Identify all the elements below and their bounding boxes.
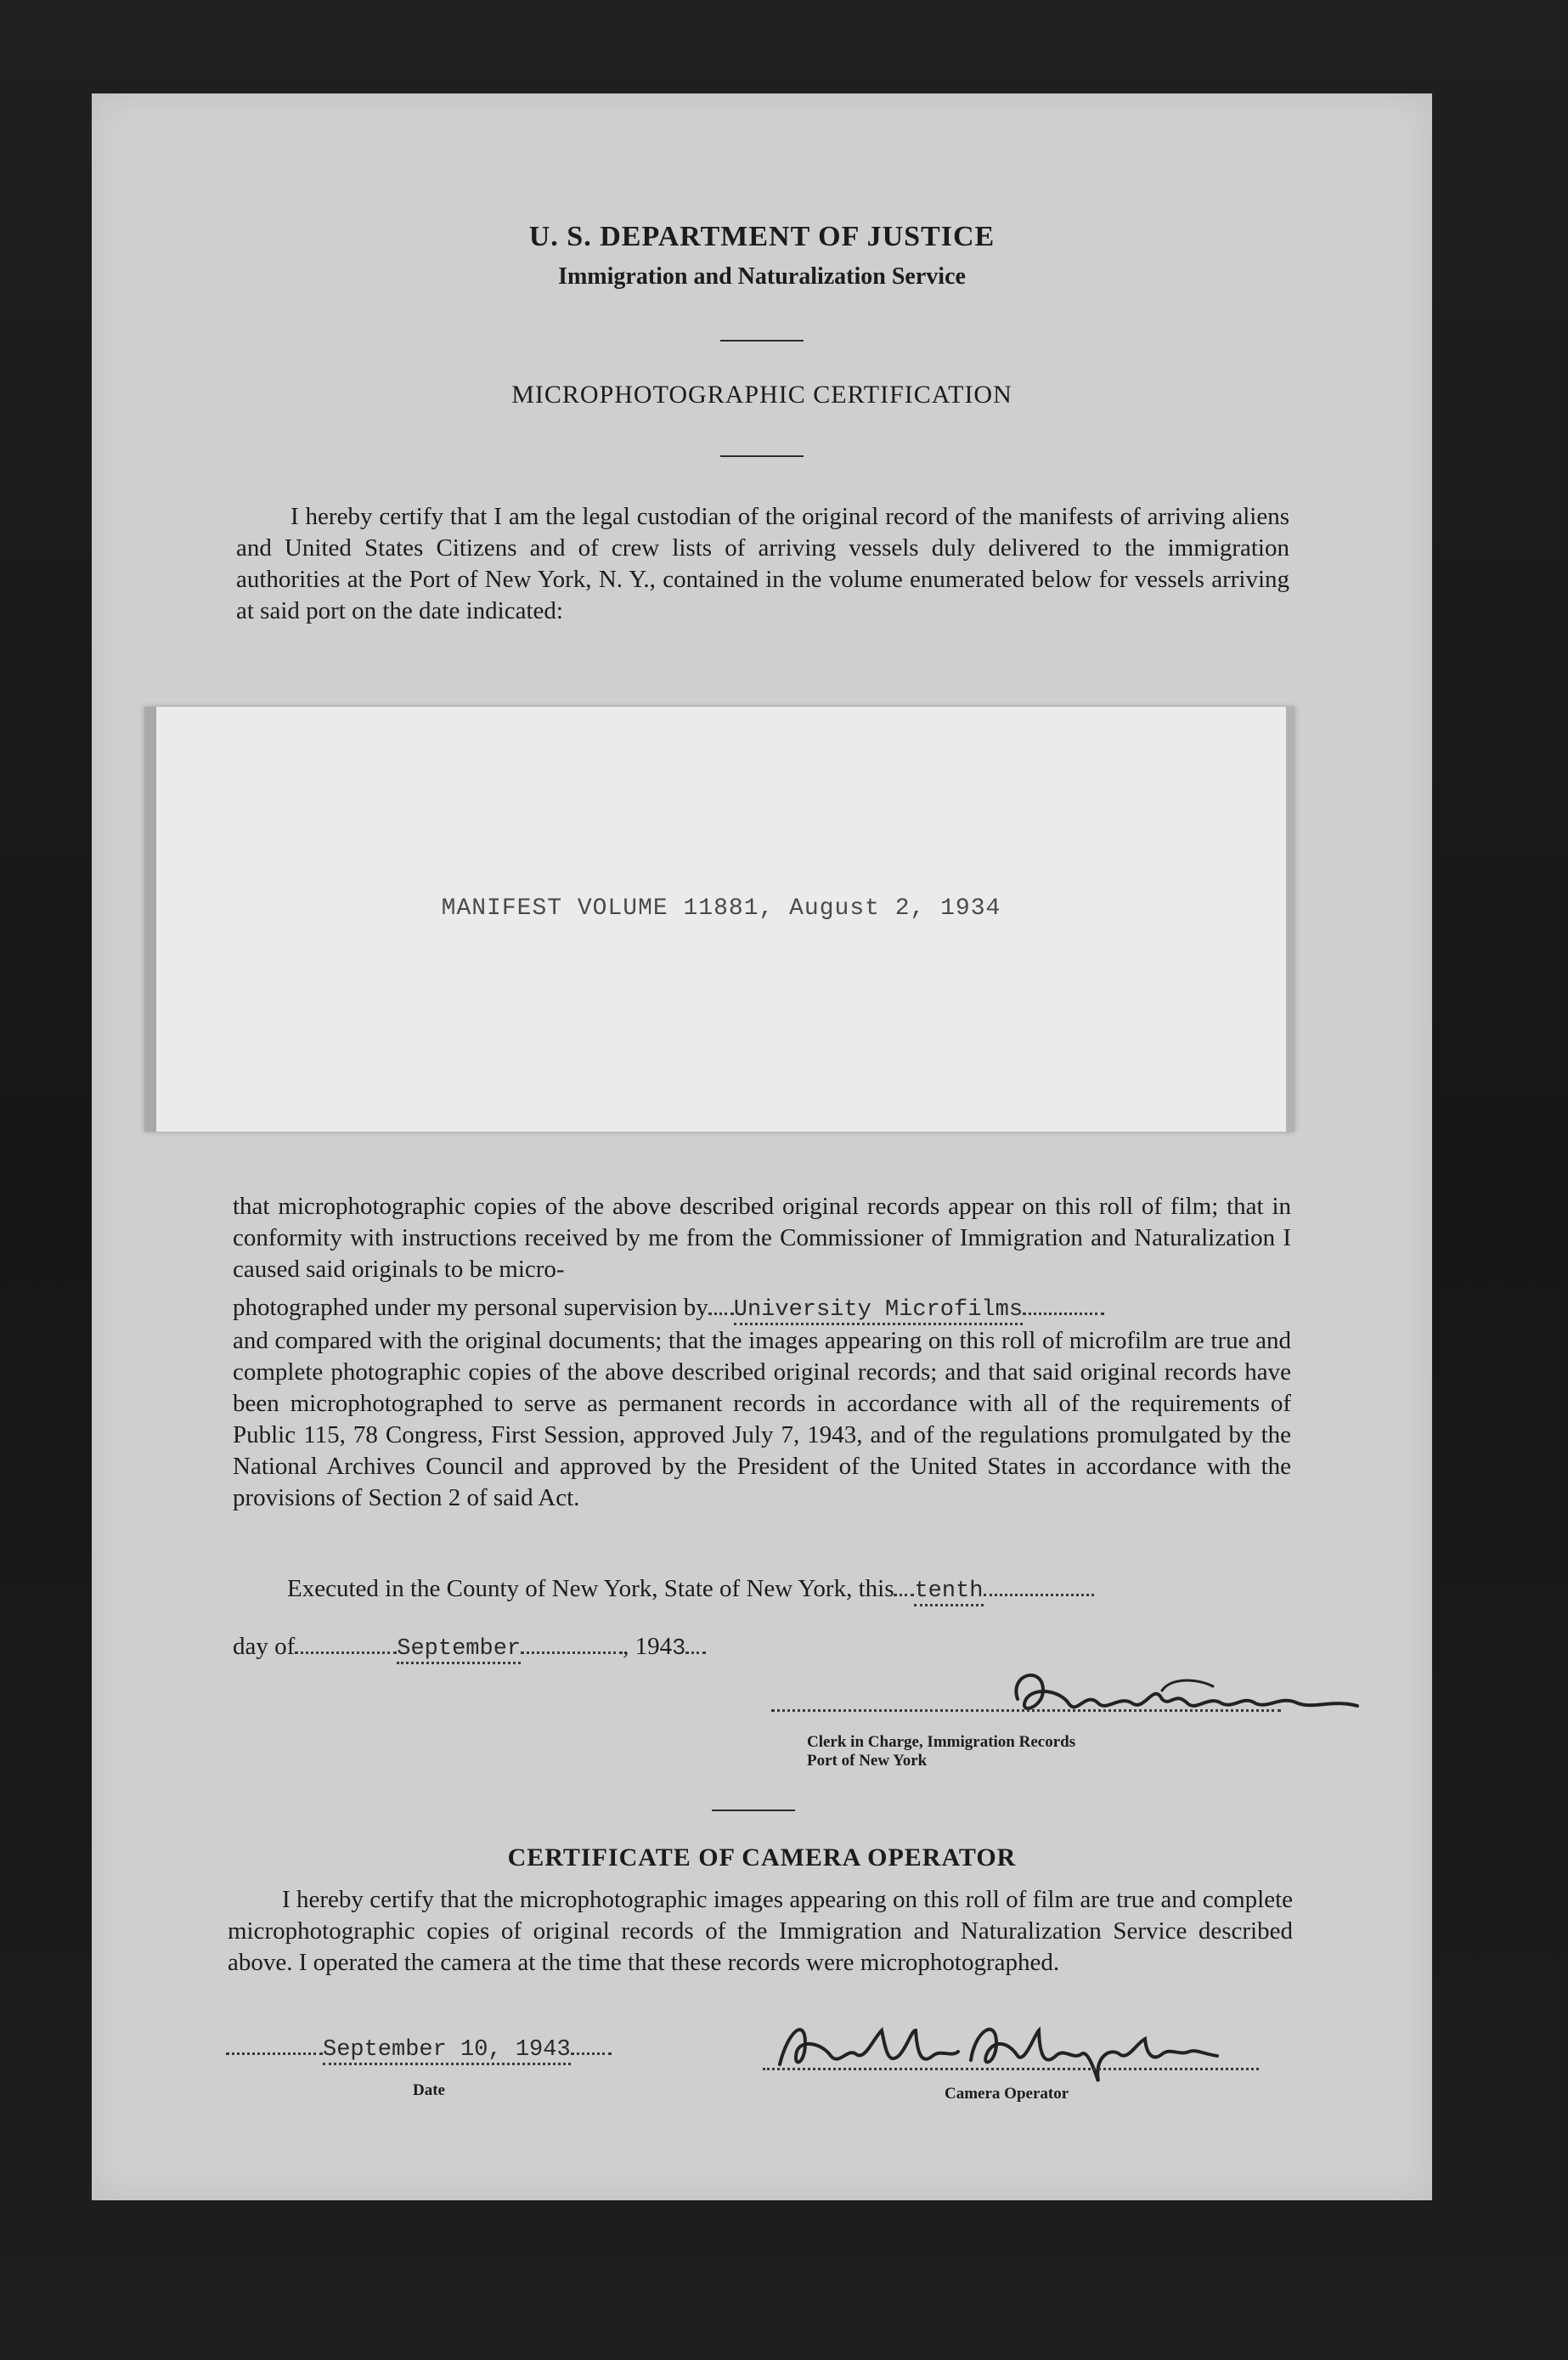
camera-certificate-title: CERTIFICATE OF CAMERA OPERATOR [507,1843,1017,1872]
camera-certificate-text: I hereby certify that the microphotographic images appearing on this roll of film are true and complete microphotographic copies of original records of the Immigration and Naturalization Service described above. I operated the camera at the time that these records were microphotographed. [228,1886,1293,1976]
clerk-signature [916,1657,1391,1742]
camera-operator-signature [754,2005,1230,2090]
intro-text: I hereby certify that I am the legal custodian of the original record of the manifests of arriving aliens and United States Citizens and of crew lists of arriving vessels duly delivered to the immigration authorities at the Port of New York, N. Y., contained in the volume enumerated below for vessels arriving at said port on the date indicated: [236,503,1289,624]
dotted-leader [295,1651,397,1654]
body-text-part3: and compared with the original documents; that the images appearing on this roll of microfilm are true and complete photographic copies of the above described original records; and that said original records have been microphotographed to serve as permanent records in accordance with all of the requirements of Public 115, 78 Congress, First Session, approved July 7, 1943, and of the regulations promulgated by the National Archives Council and approved by the President of the United States in accordance with the provisions of Section 2 of said Act. [233,1327,1291,1511]
body-paragraph [233,1191,1291,1514]
service-subtitle: Immigration and Naturalization Service [558,263,966,290]
camera-date-value: September 10, 1943 [323,2037,571,2065]
year-digit: 3 [672,1636,686,1662]
manifest-volume-text: MANIFEST VOLUME 11881, August 2, 1934 [441,895,1001,922]
execution-prefix: Executed in the County of New York, State of New York, this [287,1575,894,1602]
clerk-signature-line [771,1704,1281,1712]
certificate-page [92,93,1432,2200]
manifest-insert-card [144,707,1294,1132]
body-text-part1: that microphotographic copies of the above described original records appear on this roll of film; that in conformity with instructions received by me from the Commissioner of Immigration and Naturalization I caused said originals to be micro- [233,1193,1291,1283]
dotted-leader [685,1651,706,1654]
dotted-leader [571,2052,612,2055]
camera-operator-label: Camera Operator [945,2085,1069,2103]
execution-day: tenth [914,1578,983,1606]
section-divider [712,1810,795,1811]
dotted-leader [894,1594,914,1596]
execution-month-line [233,1631,706,1665]
dotted-leader [1023,1313,1104,1315]
camera-operator-signature-line [763,2063,1259,2070]
supervisor-name: University Microfilms [734,1297,1023,1325]
supervision-prefix: photographed under my personal supervision by [233,1294,708,1321]
execution-month: September [397,1636,521,1664]
execution-line [287,1573,1094,1606]
dotted-leader [521,1651,623,1654]
year-prefix: , 194 [623,1633,673,1660]
department-title: U. S. DEPARTMENT OF JUSTICE [528,221,996,252]
clerk-title-line2: Port of New York [807,1752,928,1770]
certification-title: MICROPHOTOGRAPHIC CERTIFICATION [511,381,1012,409]
intro-paragraph [236,501,1289,627]
dotted-leader [708,1313,734,1315]
title-divider-bottom [720,455,804,457]
clerk-title-line1: Clerk in Charge, Immigration Records [807,1733,1076,1751]
day-of-label: day of [233,1633,296,1660]
supervision-line [233,1292,1291,1325]
date-label: Date [413,2081,445,2099]
camera-date-line [226,2032,612,2065]
camera-certificate-paragraph [228,1884,1293,1979]
dotted-leader [984,1594,1094,1596]
dotted-leader [226,2052,323,2055]
title-divider-top [720,340,804,342]
